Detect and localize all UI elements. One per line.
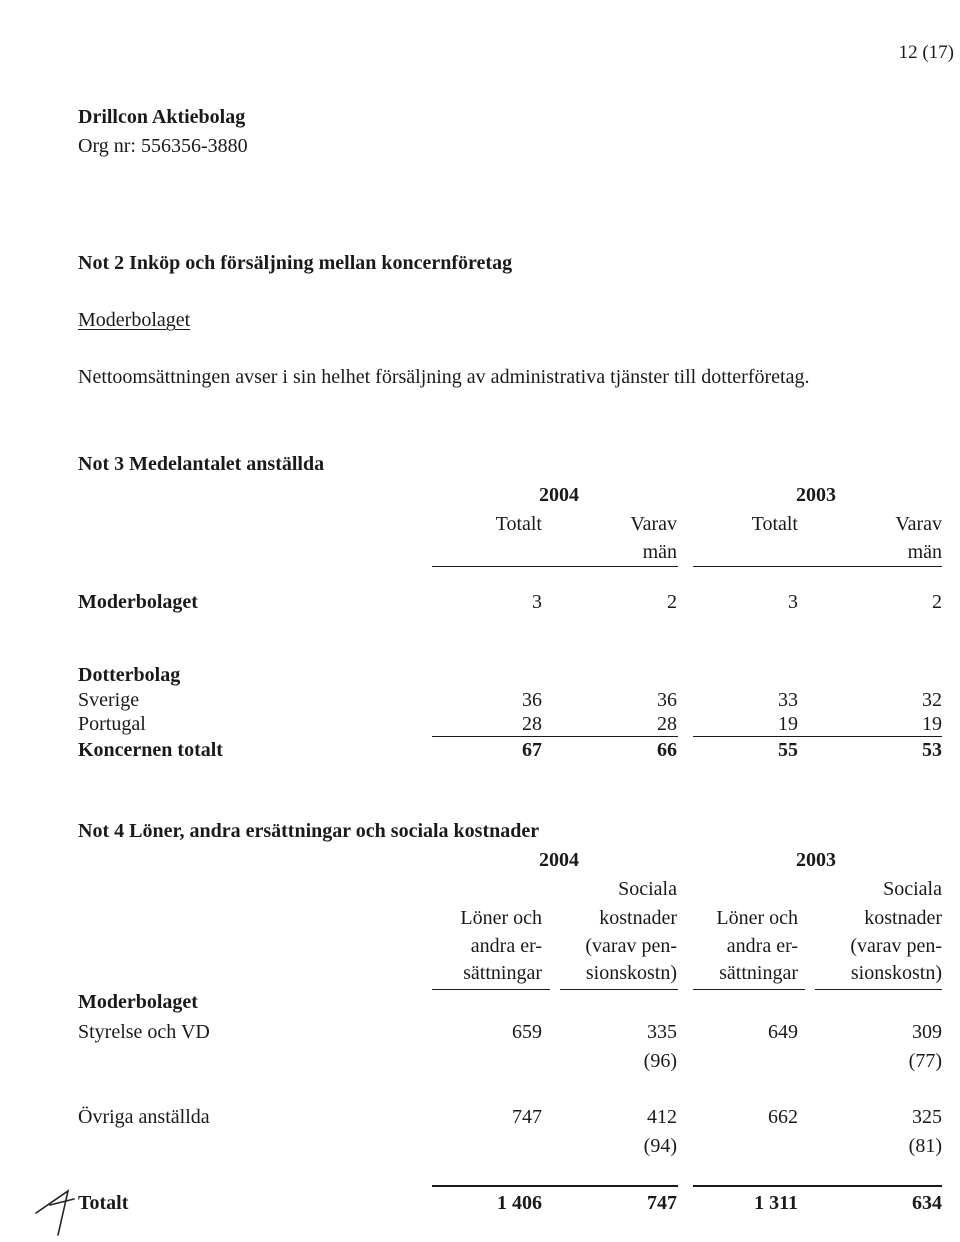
note4-row-total-label: Totalt bbox=[78, 1192, 129, 1214]
note4-cell: 1 311 bbox=[754, 1192, 798, 1214]
org-number: Org nr: 556356-3880 bbox=[78, 135, 248, 157]
note3-col-total-2004: Totalt bbox=[495, 513, 542, 535]
note3-row-parent-label: Moderbolaget bbox=[78, 591, 198, 613]
note3-col-men-2003-l2: män bbox=[907, 541, 942, 563]
note3-col-men-2004-l1: Varav bbox=[630, 513, 677, 535]
note3-cell: 2 bbox=[932, 591, 942, 613]
note4-h-social-2004: kostnader bbox=[599, 907, 677, 929]
note3-cell: 66 bbox=[657, 739, 677, 761]
note4-cell: 412 bbox=[647, 1106, 677, 1128]
note4-title: Not 4 Löner, andra ersättningar och sociala kostnader bbox=[78, 820, 540, 842]
note4-header-rule bbox=[815, 989, 942, 990]
note3-header-rule-2003 bbox=[693, 566, 942, 567]
note3-title: Not 3 Medelantalet anställda bbox=[78, 453, 325, 475]
note4-h-social-2004: Sociala bbox=[618, 878, 677, 900]
note2-subheading: Moderbolaget bbox=[78, 309, 191, 331]
note4-h-salary-2004: Löner och bbox=[460, 907, 542, 929]
note4-cell: 747 bbox=[647, 1192, 677, 1214]
note3-cell: 36 bbox=[657, 689, 677, 711]
note4-cell: 335 bbox=[647, 1021, 677, 1043]
note3-row-total-label: Koncernen totalt bbox=[78, 739, 223, 761]
note3-year-2003: 2003 bbox=[796, 484, 836, 506]
note4-cell: 662 bbox=[768, 1106, 798, 1128]
note4-parent-label: Moderbolaget bbox=[78, 991, 198, 1013]
note4-row-others-label: Övriga anställda bbox=[78, 1106, 210, 1128]
note4-h-salary-2004: sättningar bbox=[463, 962, 542, 984]
note3-row-sweden-label: Sverige bbox=[78, 689, 140, 711]
note4-h-salary-2003: Löner och bbox=[716, 907, 798, 929]
note3-total-rule-2004 bbox=[432, 736, 678, 737]
note3-col-men-2004-l2: män bbox=[642, 541, 677, 563]
note3-cell: 36 bbox=[522, 689, 542, 711]
note3-cell: 2 bbox=[667, 591, 677, 613]
note4-h-social-2004: sionskostn) bbox=[585, 962, 677, 984]
note4-h-social-2003: (varav pen- bbox=[850, 935, 942, 957]
note3-cell: 67 bbox=[522, 739, 542, 761]
note4-h-salary-2004: andra er- bbox=[470, 935, 542, 957]
note2-text: Nettoomsättningen avser i sin helhet försäljning av administrativa tjänster till dotterföretag. bbox=[78, 366, 810, 388]
note4-cell: 325 bbox=[912, 1106, 942, 1128]
note4-row-board-label: Styrelse och VD bbox=[78, 1021, 210, 1043]
note3-cell: 28 bbox=[657, 713, 677, 735]
note4-cell-pension: (96) bbox=[643, 1050, 677, 1072]
note4-h-salary-2003: sättningar bbox=[719, 962, 798, 984]
note3-subsidiaries-heading: Dotterbolag bbox=[78, 664, 181, 686]
note3-cell: 19 bbox=[922, 713, 942, 735]
note3-cell: 55 bbox=[778, 739, 798, 761]
note3-cell: 33 bbox=[778, 689, 798, 711]
note4-h-social-2003: kostnader bbox=[864, 907, 942, 929]
note4-cell-pension: (94) bbox=[643, 1135, 677, 1157]
note3-year-2004: 2004 bbox=[539, 484, 579, 506]
note4-h-salary-2003: andra er- bbox=[726, 935, 798, 957]
note4-header-rule bbox=[693, 989, 805, 990]
note4-year-2004: 2004 bbox=[539, 849, 579, 871]
handwritten-mark-icon bbox=[28, 1185, 80, 1239]
note4-header-rule bbox=[560, 989, 678, 990]
note4-cell: 634 bbox=[912, 1192, 942, 1214]
note3-cell: 3 bbox=[532, 591, 542, 613]
note3-header-rule-2004 bbox=[432, 566, 678, 567]
page-number: 12 (17) bbox=[898, 42, 954, 63]
note4-cell: 1 406 bbox=[497, 1192, 542, 1214]
note4-h-social-2003: sionskostn) bbox=[850, 962, 942, 984]
note3-cell: 28 bbox=[522, 713, 542, 735]
company-name: Drillcon Aktiebolag bbox=[78, 106, 246, 128]
note4-h-social-2003: Sociala bbox=[883, 878, 942, 900]
note4-cell: 747 bbox=[512, 1106, 542, 1128]
note4-cell: 309 bbox=[912, 1021, 942, 1043]
note4-cell-pension: (81) bbox=[908, 1135, 942, 1157]
note3-cell: 53 bbox=[922, 739, 942, 761]
note3-col-men-2003-l1: Varav bbox=[895, 513, 942, 535]
note4-year-2003: 2003 bbox=[796, 849, 836, 871]
note4-cell: 659 bbox=[512, 1021, 542, 1043]
note4-cell-pension: (77) bbox=[908, 1050, 942, 1072]
note3-cell: 3 bbox=[788, 591, 798, 613]
note2-title: Not 2 Inköp och försäljning mellan koncernföretag bbox=[78, 252, 513, 274]
note4-cell: 649 bbox=[768, 1021, 798, 1043]
note3-total-rule-2003 bbox=[693, 736, 942, 737]
note4-header-rule bbox=[432, 989, 550, 990]
note3-cell: 19 bbox=[778, 713, 798, 735]
note3-cell: 32 bbox=[922, 689, 942, 711]
note4-total-rule-2003 bbox=[693, 1185, 942, 1187]
note3-col-total-2003: Totalt bbox=[751, 513, 798, 535]
note4-h-social-2004: (varav pen- bbox=[585, 935, 677, 957]
note3-row-portugal-label: Portugal bbox=[78, 713, 146, 735]
note4-total-rule-2004 bbox=[432, 1185, 678, 1187]
